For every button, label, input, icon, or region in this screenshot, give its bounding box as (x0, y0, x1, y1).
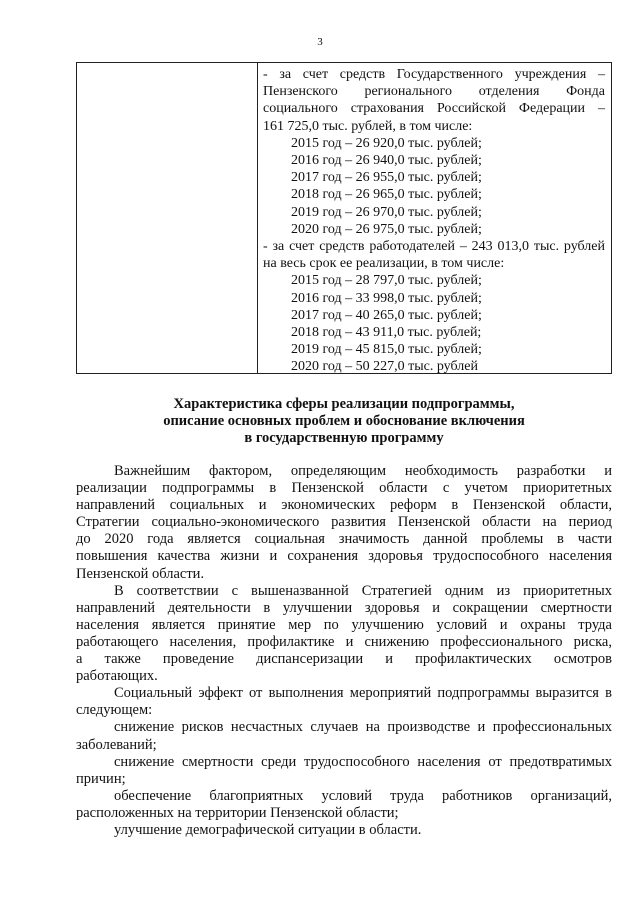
funding-year-line: 2020 год – 50 227,0 тыс. рублей (291, 359, 478, 375)
body-line: работающего населения, профилактике и снижению профессионального риска, (76, 633, 612, 650)
body-line: работающих. (76, 668, 158, 685)
table-right-cell (258, 63, 611, 373)
body-text (76, 463, 612, 839)
funding-table (76, 62, 612, 374)
funding-line: 161 725,0 тыс. рублей, в том числе: (263, 118, 473, 134)
table-left-cell (77, 63, 258, 373)
body-line: а также проведение диспансеризации и профилактических осмотров (76, 651, 612, 668)
body-line: до 2020 года является социальная значимость данной проблемы в части (76, 531, 612, 548)
section-heading (76, 396, 612, 447)
body-line: населения является принятие мер по улучшению условий и охраны труда (76, 616, 612, 633)
funding-line: Пензенского регионального отделения Фонда (263, 84, 605, 100)
heading-line: в государственную программу (244, 430, 444, 446)
funding-year-line: 2016 год – 26 940,0 тыс. рублей; (291, 153, 482, 169)
funding-year-line: 2015 год – 28 797,0 тыс. рублей; (291, 273, 482, 289)
funding-year-line: 2015 год – 26 920,0 тыс. рублей; (291, 135, 482, 151)
heading-line: Характеристика сферы реализации подпрограммы, (173, 396, 515, 412)
funding-year-line: 2019 год – 45 815,0 тыс. рублей; (291, 342, 482, 358)
funding-line: - за счет средств Государственного учреждения – (263, 67, 605, 82)
body-line: Социальный эффект от выполнения мероприятий подпрограммы выразится в (114, 685, 612, 702)
body-line: расположенных на территории Пензенской области; (76, 804, 399, 821)
funding-year-line: 2017 год – 40 265,0 тыс. рублей; (291, 307, 482, 323)
body-line: следующем: (76, 702, 153, 719)
funding-line: социального страхования Российской Федерации – (263, 101, 605, 117)
funding-year-line: 2017 год – 26 955,0 тыс. рублей; (291, 170, 482, 186)
body-line: Пензенской области. (76, 565, 205, 582)
funding-year-line: 2019 год – 26 970,0 тыс. рублей; (291, 204, 482, 220)
body-line: улучшение демографической ситуации в области. (114, 821, 422, 838)
body-line: причин; (76, 770, 126, 787)
body-line: направлений социальных и экономических реформ в Пензенской области, (76, 497, 612, 514)
body-line: снижение смертности среди трудоспособного населения от предотвратимых (114, 753, 612, 770)
funding-year-line: 2020 год – 26 975,0 тыс. рублей; (291, 221, 482, 237)
body-line: повышения качества жизни и сохранения здоровья трудоспособного населения (76, 548, 612, 565)
funding-year-line: 2018 год – 26 965,0 тыс. рублей; (291, 187, 482, 203)
funding-line: - за счет средств работодателей – 243 013,0 тыс. рублей (263, 239, 605, 255)
body-line: Важнейшим фактором, определяющим необходимость разработки и (114, 463, 612, 479)
body-line: Стратегии социально-экономического развития Пензенской области на период (76, 514, 612, 531)
body-line: В соответствии с вышеназванной Стратегией одним из приоритетных (114, 582, 612, 599)
funding-year-line: 2016 год – 33 998,0 тыс. рублей; (291, 290, 482, 306)
body-line: реализации подпрограммы в Пензенской области с учетом приоритетных (76, 480, 612, 497)
body-line: направлений деятельности в улучшении здоровья и сокращении смертности (76, 599, 612, 616)
heading-line: описание основных проблем и обоснование включения (163, 413, 525, 429)
funding-year-line: 2018 год – 43 911,0 тыс. рублей; (291, 325, 482, 341)
funding-line: на весь срок ее реализации, в том числе: (263, 256, 505, 272)
body-line: снижение рисков несчастных случаев на производстве и профессиональных (114, 719, 612, 736)
page-number: 3 (317, 36, 323, 48)
body-line: обеспечение благоприятных условий труда работников организаций, (114, 787, 612, 804)
body-line: заболеваний; (76, 736, 157, 753)
